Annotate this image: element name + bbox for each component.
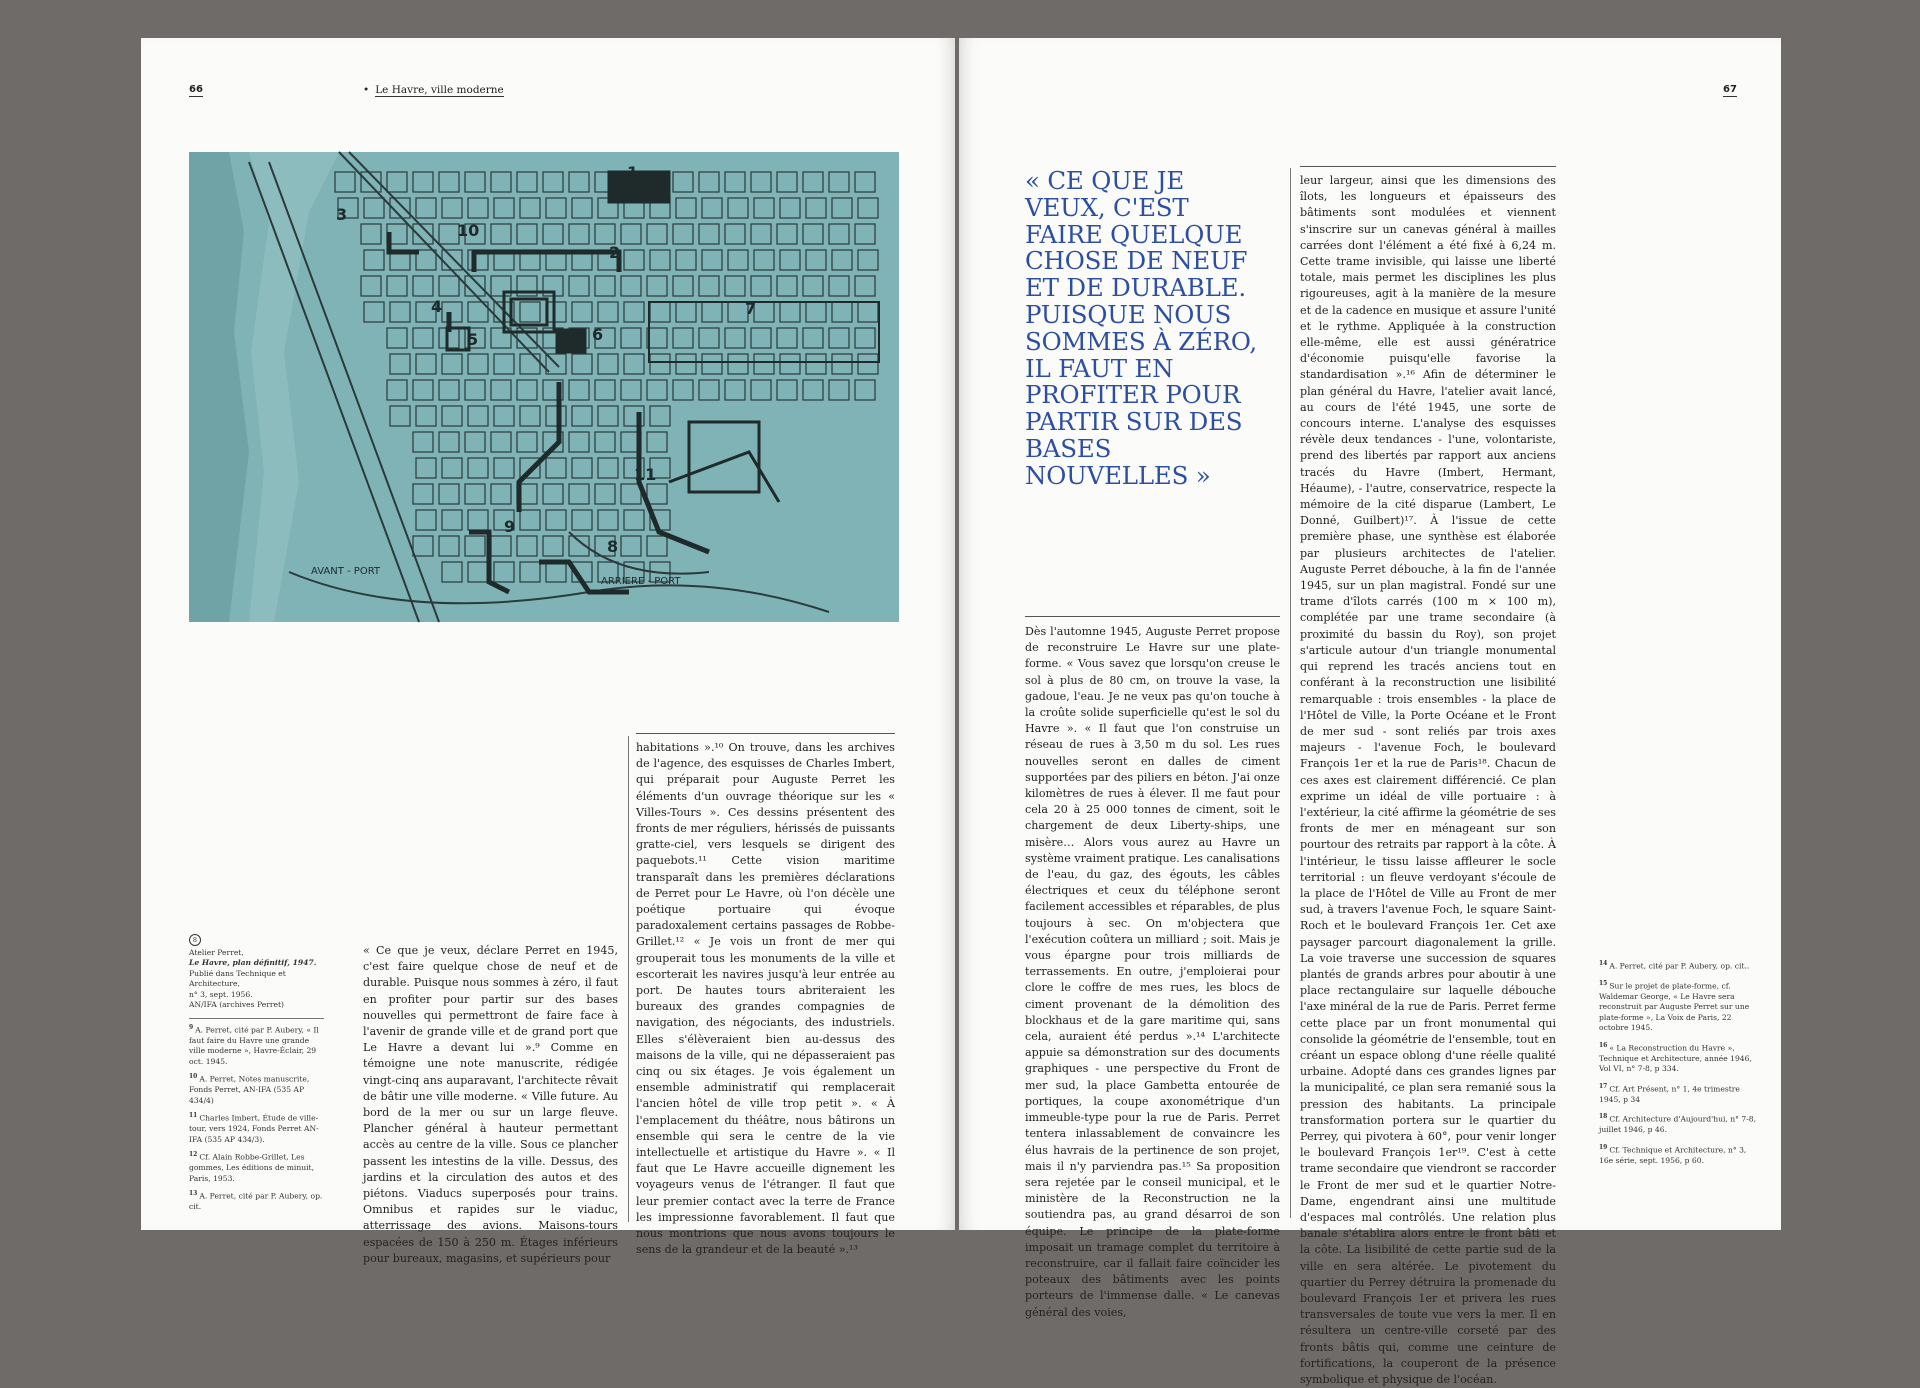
body-column-2 [1300,166,1556,1388]
column-divider [1290,168,1291,1218]
left-page [141,38,955,1265]
footnote-text: A. Perret, cité par P. Aubery, « Il faut faire du Havre une grande ville moderne », Havre-Éclair, 29 oct. 1945. [189,1025,319,1066]
footnote [1599,980,1759,1034]
body-text: leur largeur, ainsi que les dimensions des îlots, les longueurs et épaisseurs des bâtiments sont modulées et viennent s'inscrire sur un canevas général à mailles carrées dont l'élément a été fixé à 6,24 m. Cette trame invisible, qui laisse une liberté totale, mais permet les disciplines les plus rigoureuses, agit à la manière de la mesure et de la cadence en musique et assure l'unité et le rythme. Appliquée à la construction elle-même, elle est aussi génératrice d'économie puisqu'elle favorise la standardisation ».¹⁶ Afin de déterminer le plan général du Havre, l'atelier avait lancé, au cours de l'été 1945, une sorte de concours interne. L'analyse des esquisses révèle deux tendances - l'une, volontariste, prend des libertés par rapport aux anciens tracés du Havre (Imbert, Hermant, Héaume), - l'autre, conservatrice, respecte la mémoire de la cité disparue (Lambert, Le Donné, Guilbert)¹⁷. À l'issue de cette première phase, une synthèse est élaborée par plusieurs architectes de l'atelier. Auguste Perret débouche, à la fin de l'année 1945, sur un plan magistral. Fondé sur une trame d'îlots carrés (100 m × 100 m), complétée par une trame secondaire (à proximité du bassin du Roy), son projet s'articule autour d'un triangle monumental qui reprend les tracés anciens tout en conférant à la reconstruction une lisibilité remarquable : trois ensembles - la place de l'Hôtel de Ville, la Porte Océane et le Front de mer sud - sont reliés par trois axes majeurs - l'avenue Foch, le boulevard François 1er et la rue de Paris¹⁸. Chacun de ces axes est clairement différencié. Ce plan exprime un idéal de ville portuaire : à l'extérieur, la cité affirme la géométrie de ses fronts de mer en ménageant sur son pourtour des retraits par rapport à la côte. À l'intérieur, le tissu laisse affleurer le socle territorial : un fleuve verdoyant s'écoule de la place de l'Hôtel de Ville au Front de mer sud, à travers l'avenue Foch, le square Saint-Roch et le boulevard François 1er. Cet axe paysager parcourt diagonalement la grille. La voie traverse une succession de squares plantés de grands arbres pour aboutir à une place rectangulaire sur laquelle débouche l'axe minéral de la rue de Paris. Perret ferme cette place par un front monumental qui consolide la géométrie de l'ensemble, tout en créant un espace oblong d'une réelle qualité urbaine. Adopté dans ces grandes lignes par la municipalité, ce plan sera remanié sous la pression des habitants. La principale transformation portera sur le quartier du Perrey, qui pivotera à 60°, pour venir longer le boulevard François 1er¹⁹. C'est à cette trame secondaire que viendront se raccorder le Front de mer sud et le quartier Notre-Dame, engendrant ainsi une multitude d'espaces mal contrôlés. Une relation plus banale s'établira alors entre le front bâti et la côte. La lisibilité de cette partie sud de la ville en sera altérée. Le pivotement du quartier du Perrey détruira la promenade du boulevard François 1er et privera les rues transversales de toute vue vers la mer. Il en résultera un centre-ville corseté par des fronts bâtis qui, comme une ceinture de fortifications, la couperont de la présence symbolique et physique de l'océan. [1300,174,1556,1387]
figure-caption [189,934,324,1219]
footnote-number: 12 [189,1151,198,1159]
map-label-avant-port: AVANT - PORT [311,566,381,577]
footnote [1599,1083,1759,1105]
footnote [1599,1113,1759,1135]
running-head-text: Le Havre, ville moderne [375,84,504,96]
city-plan-figure [189,152,899,622]
map-number: 3 [336,205,348,224]
footnote-text: Charles Imbert, Étude de ville-tour, vers 1924, Fonds Perret AN-IFA (535 AP 434/3). [189,1113,319,1144]
map-number: 9 [504,517,516,536]
caption-line: Atelier Perret, [189,948,244,957]
footnote-text: A. Perret, cité par P. Aubery, op. cit.. [1609,961,1750,971]
caption-marker: 8 [189,934,201,946]
footnote [189,1024,324,1067]
footnote [1599,1042,1759,1075]
body-text: « Ce que je veux, déclare Perret en 1945, c'est faire quelque chose de neuf et de durable. Puisque nous sommes à zéro, il faut en profiter pour partir sur des bases nouvelles qui permettront de faire face à l'avenir de grande ville et de grand port que Le Havre a devant lui ».⁹ Comme en témoigne une note manuscrite, rédigée vingt-cinq ans auparavant, l'architecte rêvait de bâtir une ville moderne. « Ville future. Au bord de la mer ou sur un large fleuve. Plancher général à hauteur permettant accès au centre de la ville. Sous ce plancher passent les intestins de la ville. Dessus, des jardins et la circulation des autos et des piétons. Viaducs superposés pour trains. Omnibus et rapides sur le viaduc, atterrissage des avions. Maisons-tours espacées de 150 à 250 m. Étages inférieurs pour bureaux, magasins, et supérieurs pour [363,944,618,1265]
caption-line: Publié dans Technique et Architecture, [189,968,286,989]
footnote-number: 9 [189,1023,194,1031]
map-number: 10 [457,221,480,240]
footnote-text: Cf. Technique et Architecture, n° 3, 16e série, sept. 1956, p 60. [1599,1145,1747,1165]
map-number: 7 [745,299,757,318]
caption-line: AN/IFA (archives Perret) [189,1000,285,1010]
page-number: 66 [189,84,203,95]
footnote-text: Cf. Alain Robbe-Grillet, Les gommes, Les éditions de minuit, Paris, 1953. [189,1152,315,1183]
footnote-number: 10 [189,1073,198,1081]
body-column-1 [363,943,618,1267]
footnote-text: Cf. Art Présent, n° 1, 4e trimestre 1945, p 34 [1599,1084,1740,1104]
footnote [189,1190,324,1212]
body-text: habitations ».¹⁰ On trouve, dans les archives de l'agence, des esquisses de Charles Imbert, qui préparait pour Auguste Perret les éléments d'un ouvrage théorique sur les « Villes-Tours ». Ces dessins présentent des fronts de mer réguliers, hérissés de puissants gratte-ciel, vers lesquels se dirigent des paquebots.¹¹ Cette vision maritime transparaît dans les premières déclarations de Perret pour Le Havre, où l'on décèle une poétique portuaire qui évoque paradoxalement certains passages de Robbe-Grillet.¹² « Je vois un front de mer qui grouperait tous les monuments de la ville et escorterait les navires jusqu'à leur entrée au port. De hautes tours abriteraient les bureaux des grandes compagnies de navigation, des négociants, des industriels. Elles s'élèveraient bien au-dessus des maisons de la ville, qui ne dépasseraient pas cinq ou six étages. Je vois également un ensemble administratif qui remplacerait l'ancien hôtel de ville trop petit ». « À l'emplacement du théâtre, nous bâtirons un ensemble qui sera le centre de la vie intellectuelle et artistique du Havre ». « Il faut que Le Havre accueille dignement les voyageurs venus de l'étranger. Il faut que leur premier contact avec la terre de France les impressionne favorablement. Il faut que nous montrions que nous avons toujours le sens de la grandeur et de la beauté ».¹³ [636,741,895,1257]
footnotes-right [1599,960,1759,1174]
footnote [1599,1144,1759,1166]
map-number: 2 [609,243,621,262]
footnote-number: 14 [1599,960,1608,967]
footnote-text: Cf. Architecture d'Aujourd'hui, n° 7-8, juillet 1946, p 46. [1599,1114,1757,1135]
footnote-number: 13 [189,1190,198,1198]
map-number: 1 [627,163,639,182]
column-divider [628,736,629,1222]
map-number: 4 [431,297,443,316]
running-head-marker: • [363,84,370,96]
map-number: 11 [634,465,657,484]
footnote-text: « La Reconstruction du Havre », Technique et Architecture, année 1946, Vol VI, n° 7-8, p 334. [1599,1043,1752,1074]
map-label-arriere-port: ARRIERE - PORT [601,576,681,587]
footnote [189,1073,324,1106]
running-head [363,84,504,96]
body-column-1 [1025,616,1280,1321]
map-number: 5 [467,330,479,349]
footnote-number: 16 [1599,1041,1608,1049]
footnote-number: 19 [1599,1143,1608,1151]
page-number: 67 [1723,84,1737,95]
body-text: Dès l'automne 1945, Auguste Perret propose de reconstruire Le Havre sur une plate-forme. « Vous savez que lorsqu'on creuse le sol à plus de 80 cm, on trouve la vase, la gadoue, l'eau. Je ne veux pas qu'on touche à la croûte solide superficielle qu'est le sol du Havre ». « Il faut que l'on construise un réseau de rues à 3,50 m du sol. Les rues nouvelles seront en dalles de ciment supportées par des piliers en béton. J'ai onze kilomètres de rues à élever. Il me faut pour cela 20 à 25 000 tonnes de ciment, soit le chargement de deux Liberty-ships, une misère… Alors vous aurez au Havre un système vraiment pratique. Les canalisations de l'eau, du gaz, des égouts, les câbles électriques et ceux du téléphone seront facilement accessibles et réparables, de plus toujours à sec. On m'objectera que l'exécution coûtera un milliard ; soit. Mais je vous épargne pour trois milliards de terrassements. En outre, j'emploierai pour clore le coffre de mes rues, les blocs de ciment provenant de la démolition des blockhaus et de la gare maritime qui, sans cela, auraient été perdus ».¹⁴ L'architecte appuie sa démonstration sur des documents graphiques - une perspective du Front de mer sud, la place Gambetta entourée de portiques, la coupe axonométrique d'un immeuble-type pour la rue de Paris. Perret tentera inlassablement de convaincre les élus havrais de la pertinence de son projet, mais il n'y parviendra pas.¹⁵ Sa proposition sera rejetée par le conseil municipal, et le ministère de la Reconstruction ne la soutiendra pas, au grand désarroi de son équipe. Le principe de la plate-forme imposait un tramage complet du territoire à reconstruire, car il fallait faire coïncider les poteaux des bâtiments avec les points porteurs de l'immense dalle. « Le canevas général des voies, [1025,625,1280,1319]
body-column-2 [636,733,895,1259]
caption-line: n° 3, sept. 1956. [189,989,253,999]
pull-quote: « CE QUE JE VEUX, C'EST FAIRE QUELQUE CHOSE DE NEUF ET DE DURABLE. PUISQUE NOUS SOMMES À ZÉRO, IL FAUT EN PROFITER POUR PARTIR SUR DES BASES NOUVELLES » [1025,166,1257,490]
footnote-text: A. Perret, Notes manuscrite, Fonds Perret, AN-IFA (535 AP 434/4) [189,1074,310,1105]
map-number: 8 [607,537,619,556]
footnote-number: 17 [1599,1082,1608,1090]
caption-line: Le Havre, plan définitif, 1947. [189,958,317,968]
map-number: 6 [592,325,604,344]
footnote-number: 18 [1599,1113,1608,1121]
right-page [959,38,1781,1387]
caption-divider [189,1018,324,1019]
footnote-number: 15 [1599,980,1608,987]
footnote [189,1151,324,1184]
footnote-number: 11 [189,1112,198,1120]
city-plan-map [189,152,899,622]
footnote-text: Sur le projet de plate-forme, cf. Waldemar George, « Le Havre sera reconstruit par Auguste Perret sur une plate-forme », La Voix de Paris, 22 octobre 1945. [1599,981,1750,1033]
footnote [1599,960,1759,972]
footnote [189,1112,324,1145]
footnote-text: A. Perret, cité par P. Aubery, op. cit. [189,1191,323,1212]
